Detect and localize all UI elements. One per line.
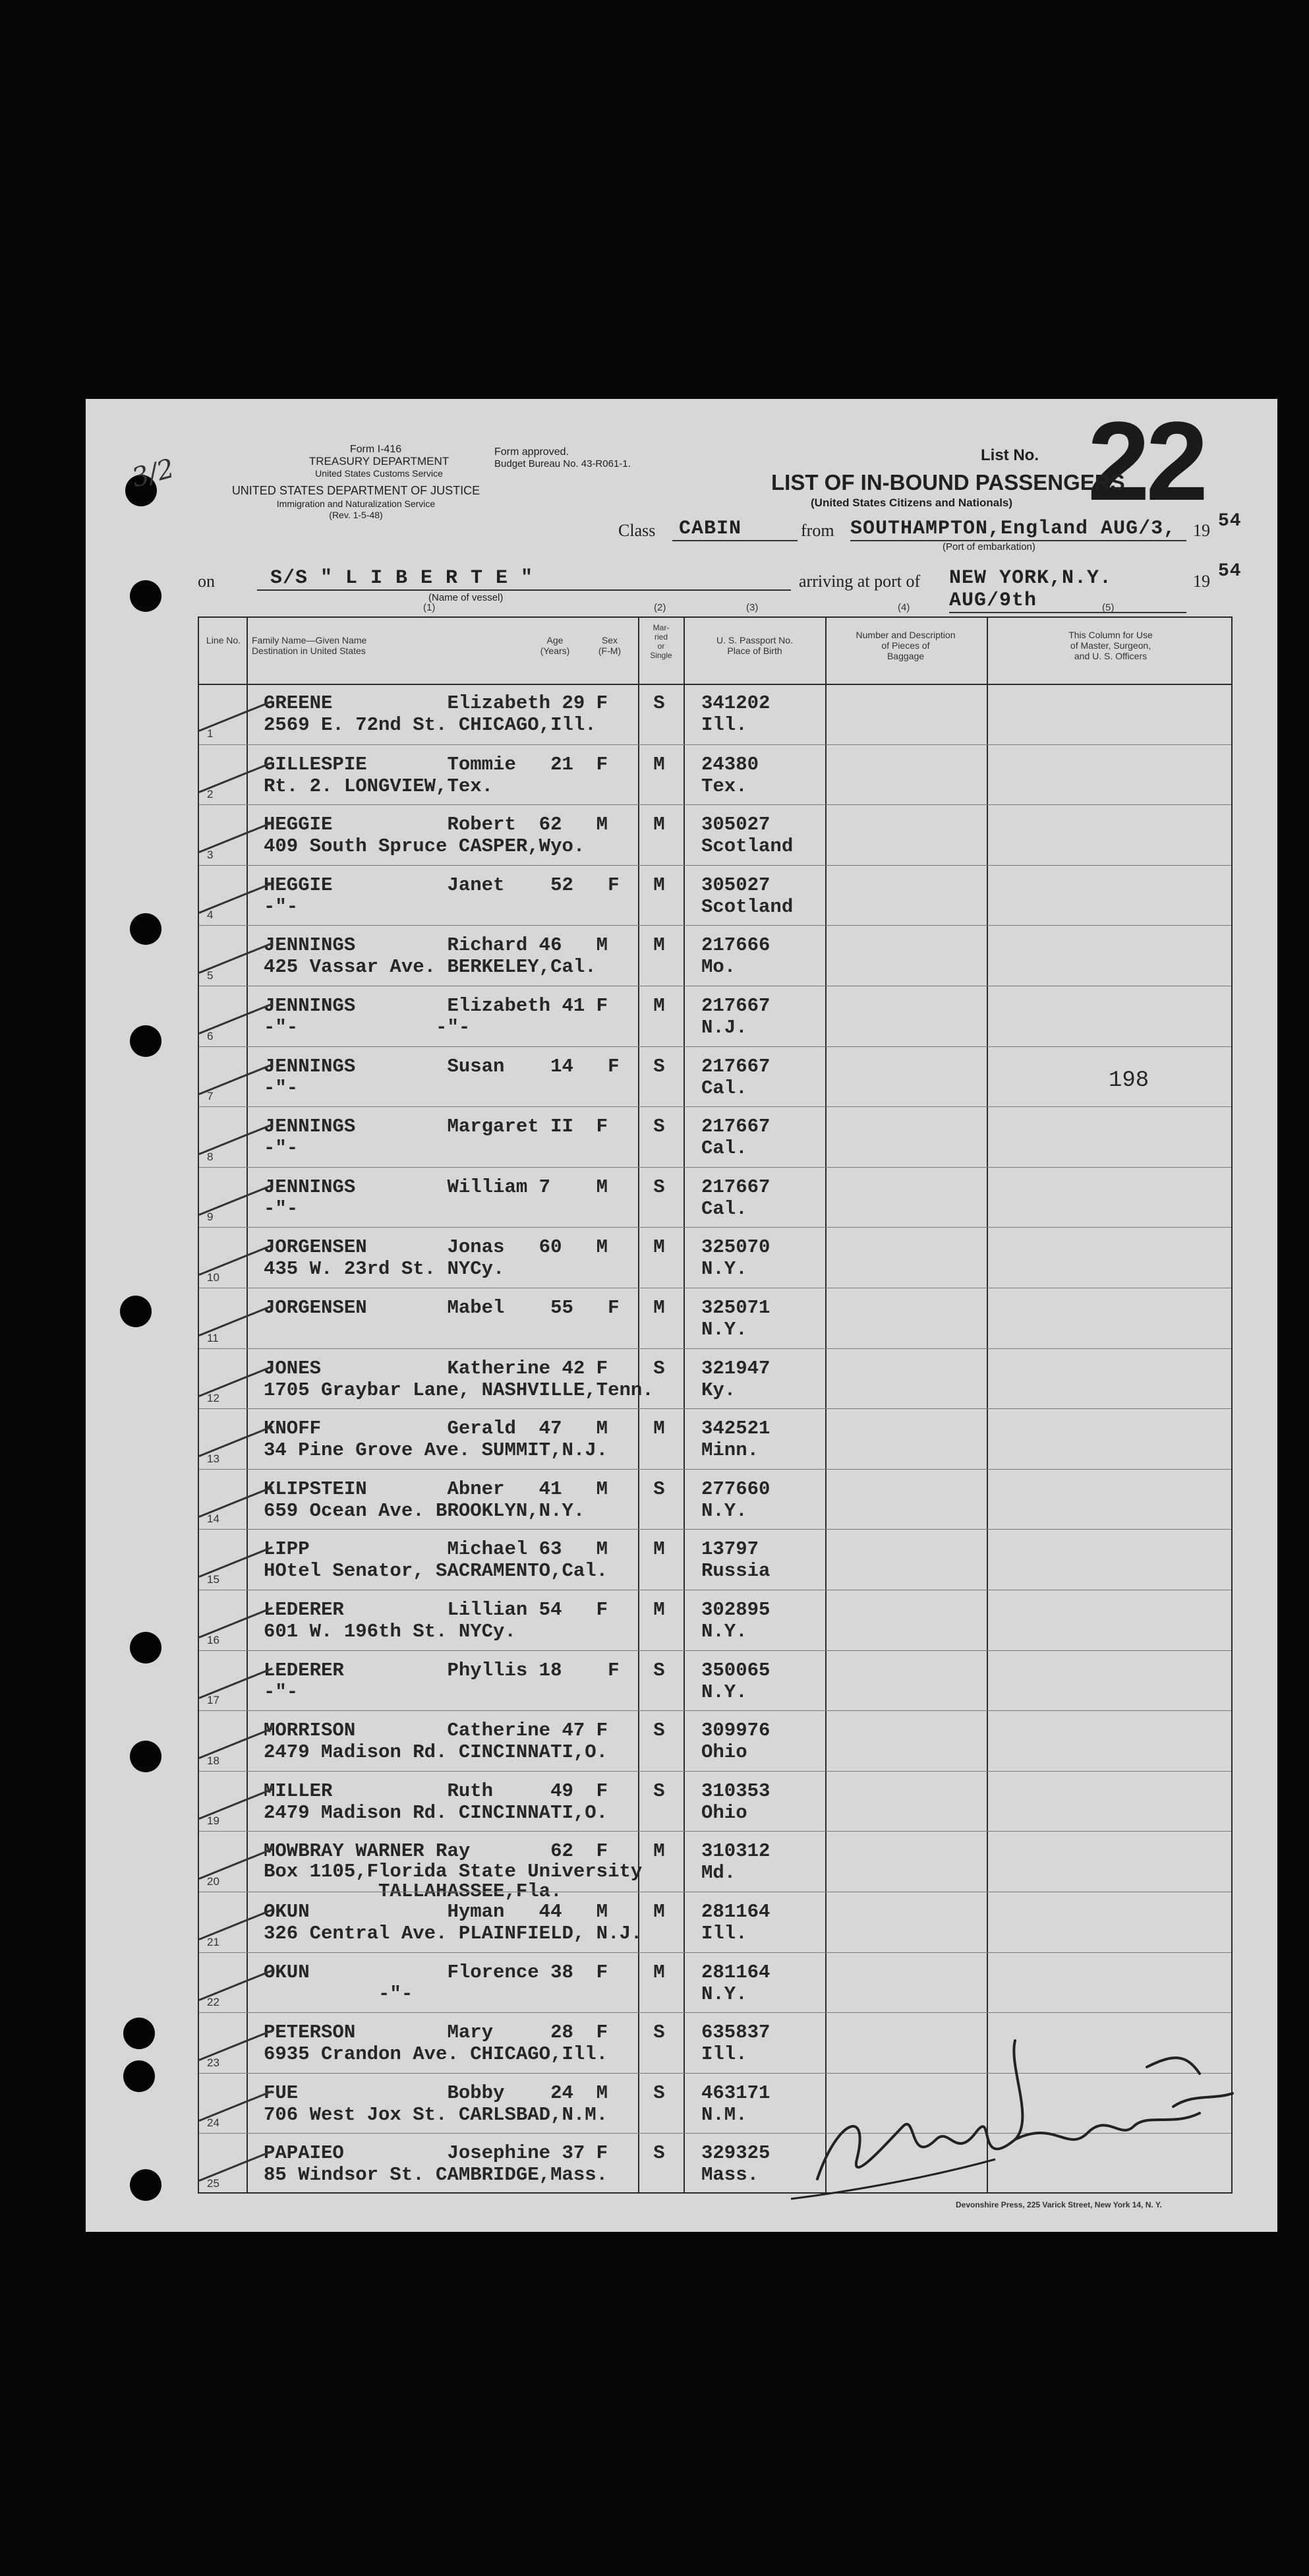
col-num-5: (5) [1102,602,1115,613]
year1-prefix: 19 [1193,521,1210,540]
form-title: LIST OF IN-BOUND PASSENGERS [771,470,1125,494]
embarkation-port: SOUTHAMPTON,England AUG/3, [850,518,1186,541]
marital-status: S [653,1720,665,1742]
table-row [199,1650,1231,1712]
customs-service: United States Customs Service [315,468,443,479]
table-row [199,1167,1231,1228]
binder-hole [130,1632,161,1663]
passenger-address: 409 South Spruce CASPER,Wyo. [264,835,585,858]
passenger-name: JENNINGS Richard 46 M [264,934,608,957]
passenger-name: JONES Katherine 42 F [264,1357,608,1379]
line-number: 5 [207,969,214,982]
birth-place: N.Y. [701,1258,747,1280]
check-mark [198,2090,272,2122]
birth-place: Ohio [701,1741,747,1764]
line-number: 3 [207,848,214,861]
line-number: 16 [207,1633,219,1646]
birth-place: Russia [701,1560,771,1582]
check-mark [198,1727,272,1759]
table-row [199,1771,1231,1832]
passport-number: 217667 [701,1055,771,1077]
passenger-address: Box 1105,Florida State University TALLAHASSEE,Fla. [264,1861,643,1903]
passenger-name: JENNINGS William 7 M [264,1176,608,1198]
birth-place: Cal. [701,1137,747,1160]
printer-imprint: Devonshire Press, 225 Varick Street, New York 14, N. Y. [956,2200,1162,2209]
passenger-address: 601 W. 196th St. NYCy. [264,1621,516,1642]
marital-status: M [653,1538,665,1561]
passenger-address: 435 W. 23rd St. NYCy. [264,1258,505,1280]
passport-number: 463171 [701,2082,771,2104]
marital-status: S [653,2082,665,2104]
check-mark [198,1909,272,1940]
list-number: 22 [1088,399,1205,524]
marital-status: M [653,814,665,836]
table-row [199,1348,1231,1410]
binder-hole [130,913,161,945]
passenger-address: 34 Pine Grove Ave. SUMMIT,N.J. [264,1439,608,1462]
line-number: 8 [207,1150,214,1163]
birth-place: Ky. [701,1379,736,1401]
check-mark [198,1305,272,1336]
passport-number: 281164 [701,1901,771,1923]
birth-place: N.Y. [701,1681,747,1703]
form-approved: Form approved. [494,446,569,458]
line-number: 7 [207,1090,214,1103]
line-number: 14 [207,1513,219,1526]
passport-number: 341202 [701,692,771,714]
passenger-name: JORGENSEN Mabel 55 F [264,1297,620,1319]
check-mark [198,700,272,732]
check-mark [198,2029,272,2061]
birth-place: N.Y. [701,1499,747,1522]
passport-number: 217667 [701,995,771,1017]
table-row [199,804,1231,866]
marital-status: M [653,995,665,1017]
table-row [199,1227,1231,1288]
line-number: 21 [207,1935,219,1948]
marital-status: S [653,692,665,714]
line-number: 17 [207,1694,219,1707]
passenger-name: PETERSON Mary 28 F [264,2022,608,2044]
passport-number: 325071 [701,1297,771,1319]
birth-place: Mo. [701,956,736,978]
check-mark [198,822,272,853]
passenger-name: JENNINGS Margaret II F [264,1116,608,1138]
line-number: 13 [207,1452,219,1465]
passport-number: 309976 [701,1720,771,1742]
passenger-table [198,602,1233,2194]
passport-number: 305027 [701,874,771,896]
treasury-dept: TREASURY DEPARTMENT [308,455,450,467]
line-number: 24 [207,2116,219,2130]
passenger-address: 6935 Crandon Ave. CHICAGO,Ill. [264,2043,608,2066]
passport-number: 350065 [701,1659,771,1681]
check-mark [198,1123,272,1155]
passenger-name: MORRISON Catherine 47 F [264,1720,608,1742]
check-mark [198,1969,272,2001]
table-row [199,865,1231,926]
binder-hole [130,1741,161,1772]
passenger-address: 326 Central Ave. PLAINFIELD, N.J. [264,1923,643,1944]
justice-dept: UNITED STATES DEPARTMENT OF JUSTICE [231,484,480,497]
passport-number: 329325 [701,2142,771,2165]
birth-place: Cal. [701,1077,747,1099]
binder-hole [130,1025,161,1057]
col-officers: This Column for Use of Master, Surgeon, and U. S. Officers [1068,630,1153,661]
inspector-signature [778,2027,1239,2212]
passport-number: 305027 [701,814,771,836]
marital-status: M [653,1961,665,1983]
form-number: Form I-416 [349,444,402,455]
passenger-address: 1705 Graybar Lane, NASHVILLE,Tenn. [264,1379,654,1401]
check-mark [198,1063,272,1095]
line-number: 9 [207,1211,214,1224]
check-mark [198,1425,272,1457]
check-mark [198,1003,272,1034]
passenger-address: 2569 E. 72nd St. CHICAGO,Ill. [264,714,596,736]
col-age: Age (Years) [540,635,570,656]
officer-note: 198 [1109,1068,1149,1093]
marital-status: M [653,1297,665,1319]
passenger-address: 85 Windsor St. CAMBRIDGE,Mass. [264,2164,608,2186]
line-number: 22 [207,1996,219,2009]
line-number: 25 [207,2176,219,2190]
passenger-name: JENNINGS Susan 14 F [264,1055,620,1077]
birth-place: Md. [701,1862,736,1884]
binder-hole [123,2060,155,2092]
passport-number: 321947 [701,1357,771,1379]
passport-number: 635837 [701,2022,771,2044]
birth-place: Cal. [701,1197,747,1220]
passenger-address: -"- [264,1681,299,1703]
passenger-address: 425 Vassar Ave. BERKELEY,Cal. [264,956,596,978]
passenger-address: -"- -"- [264,1017,471,1038]
birth-place: Ill. [701,1923,747,1944]
marital-status: M [653,934,665,957]
passport-number: 310312 [701,1840,771,1863]
passenger-address: 2479 Madison Rd. CINCINNATI,O. [264,1801,608,1824]
passenger-name: HEGGIE Robert 62 M [264,814,608,836]
year1: 54 [1218,511,1242,531]
passenger-name: FUE Bobby 24 M [264,2082,608,2104]
passenger-name: HEGGIE Janet 52 F [264,874,620,896]
col-num-3: (3) [746,602,759,613]
passenger-name: GILLESPIE Tommie 21 F [264,753,608,775]
check-mark [198,1365,272,1397]
birth-place: N.J. [701,1017,747,1038]
line-number: 1 [207,727,214,740]
birth-place: Scotland [701,895,794,918]
passenger-address: -"- [264,1983,413,2005]
passport-number: 217667 [701,1176,771,1198]
line-number: 23 [207,2056,219,2069]
line-number: 11 [207,1331,219,1344]
col-num-1: (1) [423,602,436,613]
check-mark [198,762,272,793]
passport-number: 302895 [701,1599,771,1621]
corner-note: 3/2 [129,453,178,494]
passenger-name: JENNINGS Elizabeth 41 F [264,995,608,1017]
line-number: 15 [207,1573,219,1586]
birth-place: Scotland [701,835,794,858]
check-mark [198,1788,272,1820]
check-mark [198,1245,272,1276]
passenger-address: 2479 Madison Rd. CINCINNATI,O. [264,1741,608,1764]
passenger-address: -"- [264,1077,299,1099]
passenger-address: -"- [264,895,299,918]
passenger-name: LIPP Michael 63 M [264,1538,608,1561]
line-number: 12 [207,1392,219,1405]
table-row [199,1106,1231,1168]
passenger-name: KNOFF Gerald 47 M [264,1418,608,1440]
marital-status: M [653,1236,665,1259]
embarkation-label: (Port of embarkation) [943,541,1035,553]
line-number: 4 [207,909,214,922]
birth-place: Tex. [701,775,747,797]
passport-number: 217666 [701,934,771,957]
class-value: CABIN [672,518,798,541]
budget-bureau: Budget Bureau No. 43-R061-1. [494,458,631,469]
passenger-name: OKUN Hyman 44 M [264,1901,608,1923]
vessel-name: S/S " L I B E R T E " [257,567,791,591]
birth-place: N.M. [701,2103,747,2126]
table-row [199,1710,1231,1772]
col-num-4: (4) [898,602,910,613]
passenger-address: -"- [264,1197,299,1220]
check-mark [198,1184,272,1216]
check-mark [198,1607,272,1638]
vessel-label: (Name of vessel) [428,592,504,603]
table-row [199,1288,1231,1349]
table-row [199,1529,1231,1590]
marital-status: S [653,1357,665,1379]
marital-status: S [653,1478,665,1500]
marital-status: S [653,2142,665,2165]
arrival-port: NEW YORK,N.Y. AUG/9th [949,567,1186,613]
birth-place: Ill. [701,714,747,736]
marital-status: S [653,1659,665,1681]
passport-number: 277660 [701,1478,771,1500]
passport-number: 342521 [701,1418,771,1440]
check-mark [198,1667,272,1699]
passenger-name: JORGENSEN Jonas 60 M [264,1236,608,1259]
binder-hole [130,2169,161,2201]
list-no-label: List No. [981,446,1039,464]
passport-number: 281164 [701,1961,771,1983]
passenger-rows [199,684,1231,2192]
table-row [199,684,1231,744]
birth-place: Minn. [701,1439,759,1462]
line-number: 2 [207,788,214,801]
passenger-address: -"- [264,1137,299,1160]
line-number: 19 [207,1814,219,1828]
marital-status: S [653,1116,665,1138]
arriving-label: arriving at port of [799,572,921,591]
col-line-no: Line No. [206,635,241,645]
passenger-name: LEDERER Phyllis 18 F [264,1659,620,1681]
passenger-address: Rt. 2. LONGVIEW,Tex. [264,775,494,797]
year2-prefix: 19 [1193,572,1210,591]
birth-place: N.Y. [701,1319,747,1340]
manifest-sheet [86,399,1277,2232]
from-label: from [801,521,834,540]
marital-status: M [653,874,665,896]
binder-hole [130,580,161,612]
table-row [199,1408,1231,1470]
check-mark [198,1849,272,1880]
check-mark [198,1547,272,1578]
check-mark [198,943,272,974]
marital-status: M [653,1418,665,1440]
table-row [199,1469,1231,1530]
form-revision: (Rev. 1-5-48) [329,510,383,520]
table-row [199,986,1231,1047]
birth-place: N.Y. [701,1621,747,1642]
table-row [199,925,1231,986]
passport-number: 24380 [701,753,759,775]
check-mark [198,882,272,914]
birth-place: N.Y. [701,1983,747,2005]
marital-status: M [653,1599,665,1621]
passport-number: 217667 [701,1116,771,1138]
marital-status: S [653,1176,665,1198]
year2: 54 [1218,561,1242,582]
form-subtitle: (United States Citizens and Nationals) [811,496,1013,509]
col-passport: U. S. Passport No. Place of Birth [716,635,793,656]
col-name: Family Name—Given Name Destination in United States [252,635,367,656]
passport-number: 325070 [701,1236,771,1259]
line-number: 6 [207,1029,214,1042]
check-mark [198,2151,272,2182]
col-baggage: Number and Description of Pieces of Baggage [856,630,956,661]
passenger-name: OKUN Florence 38 F [264,1961,608,1983]
col-num-2: (2) [654,602,666,613]
table-row [199,1831,1231,1903]
passenger-name: PAPAIEO Josephine 37 F [264,2142,608,2165]
line-number: 10 [207,1271,219,1284]
passenger-address: 659 Ocean Ave. BROOKLYN,N.Y. [264,1499,585,1522]
on-label: on [198,572,215,591]
class-label: Class [618,521,656,540]
birth-place: Ohio [701,1801,747,1824]
marital-status: S [653,2022,665,2044]
table-row [199,1952,1231,2014]
marital-status: M [653,753,665,775]
marital-status: M [653,1901,665,1923]
birth-place: Mass. [701,2164,759,2186]
table-row [199,1590,1231,1651]
table-row [199,1892,1231,1953]
birth-place: Ill. [701,2043,747,2066]
passenger-name: GREENE Elizabeth 29 F [264,692,608,714]
table-row [199,1046,1231,1108]
passenger-address: 706 West Jox St. CARLSBAD,N.M. [264,2103,608,2126]
line-number: 18 [207,1754,219,1767]
marital-status: S [653,1055,665,1077]
passport-number: 13797 [701,1538,759,1561]
passenger-name: MILLER Ruth 49 F [264,1780,608,1802]
passenger-address: HOtel Senator, SACRAMENTO,Cal. [264,1560,608,1582]
passport-number: 310353 [701,1780,771,1802]
marital-status: M [653,1840,665,1863]
marital-status: S [653,1780,665,1802]
col-married: Mar- ried or Single [650,623,672,660]
table-row [199,744,1231,806]
ins-service: Immigration and Naturalization Service [276,498,436,509]
check-mark [198,1486,272,1518]
binder-hole [120,1296,152,1327]
passenger-name: LEDERER Lillian 54 F [264,1599,608,1621]
col-sex: Sex (F-M) [598,635,622,656]
line-number: 20 [207,1874,219,1888]
passenger-name: MOWBRAY WARNER Ray 62 F [264,1840,608,1863]
passenger-name: KLIPSTEIN Abner 41 M [264,1478,608,1500]
binder-hole [123,2018,155,2049]
